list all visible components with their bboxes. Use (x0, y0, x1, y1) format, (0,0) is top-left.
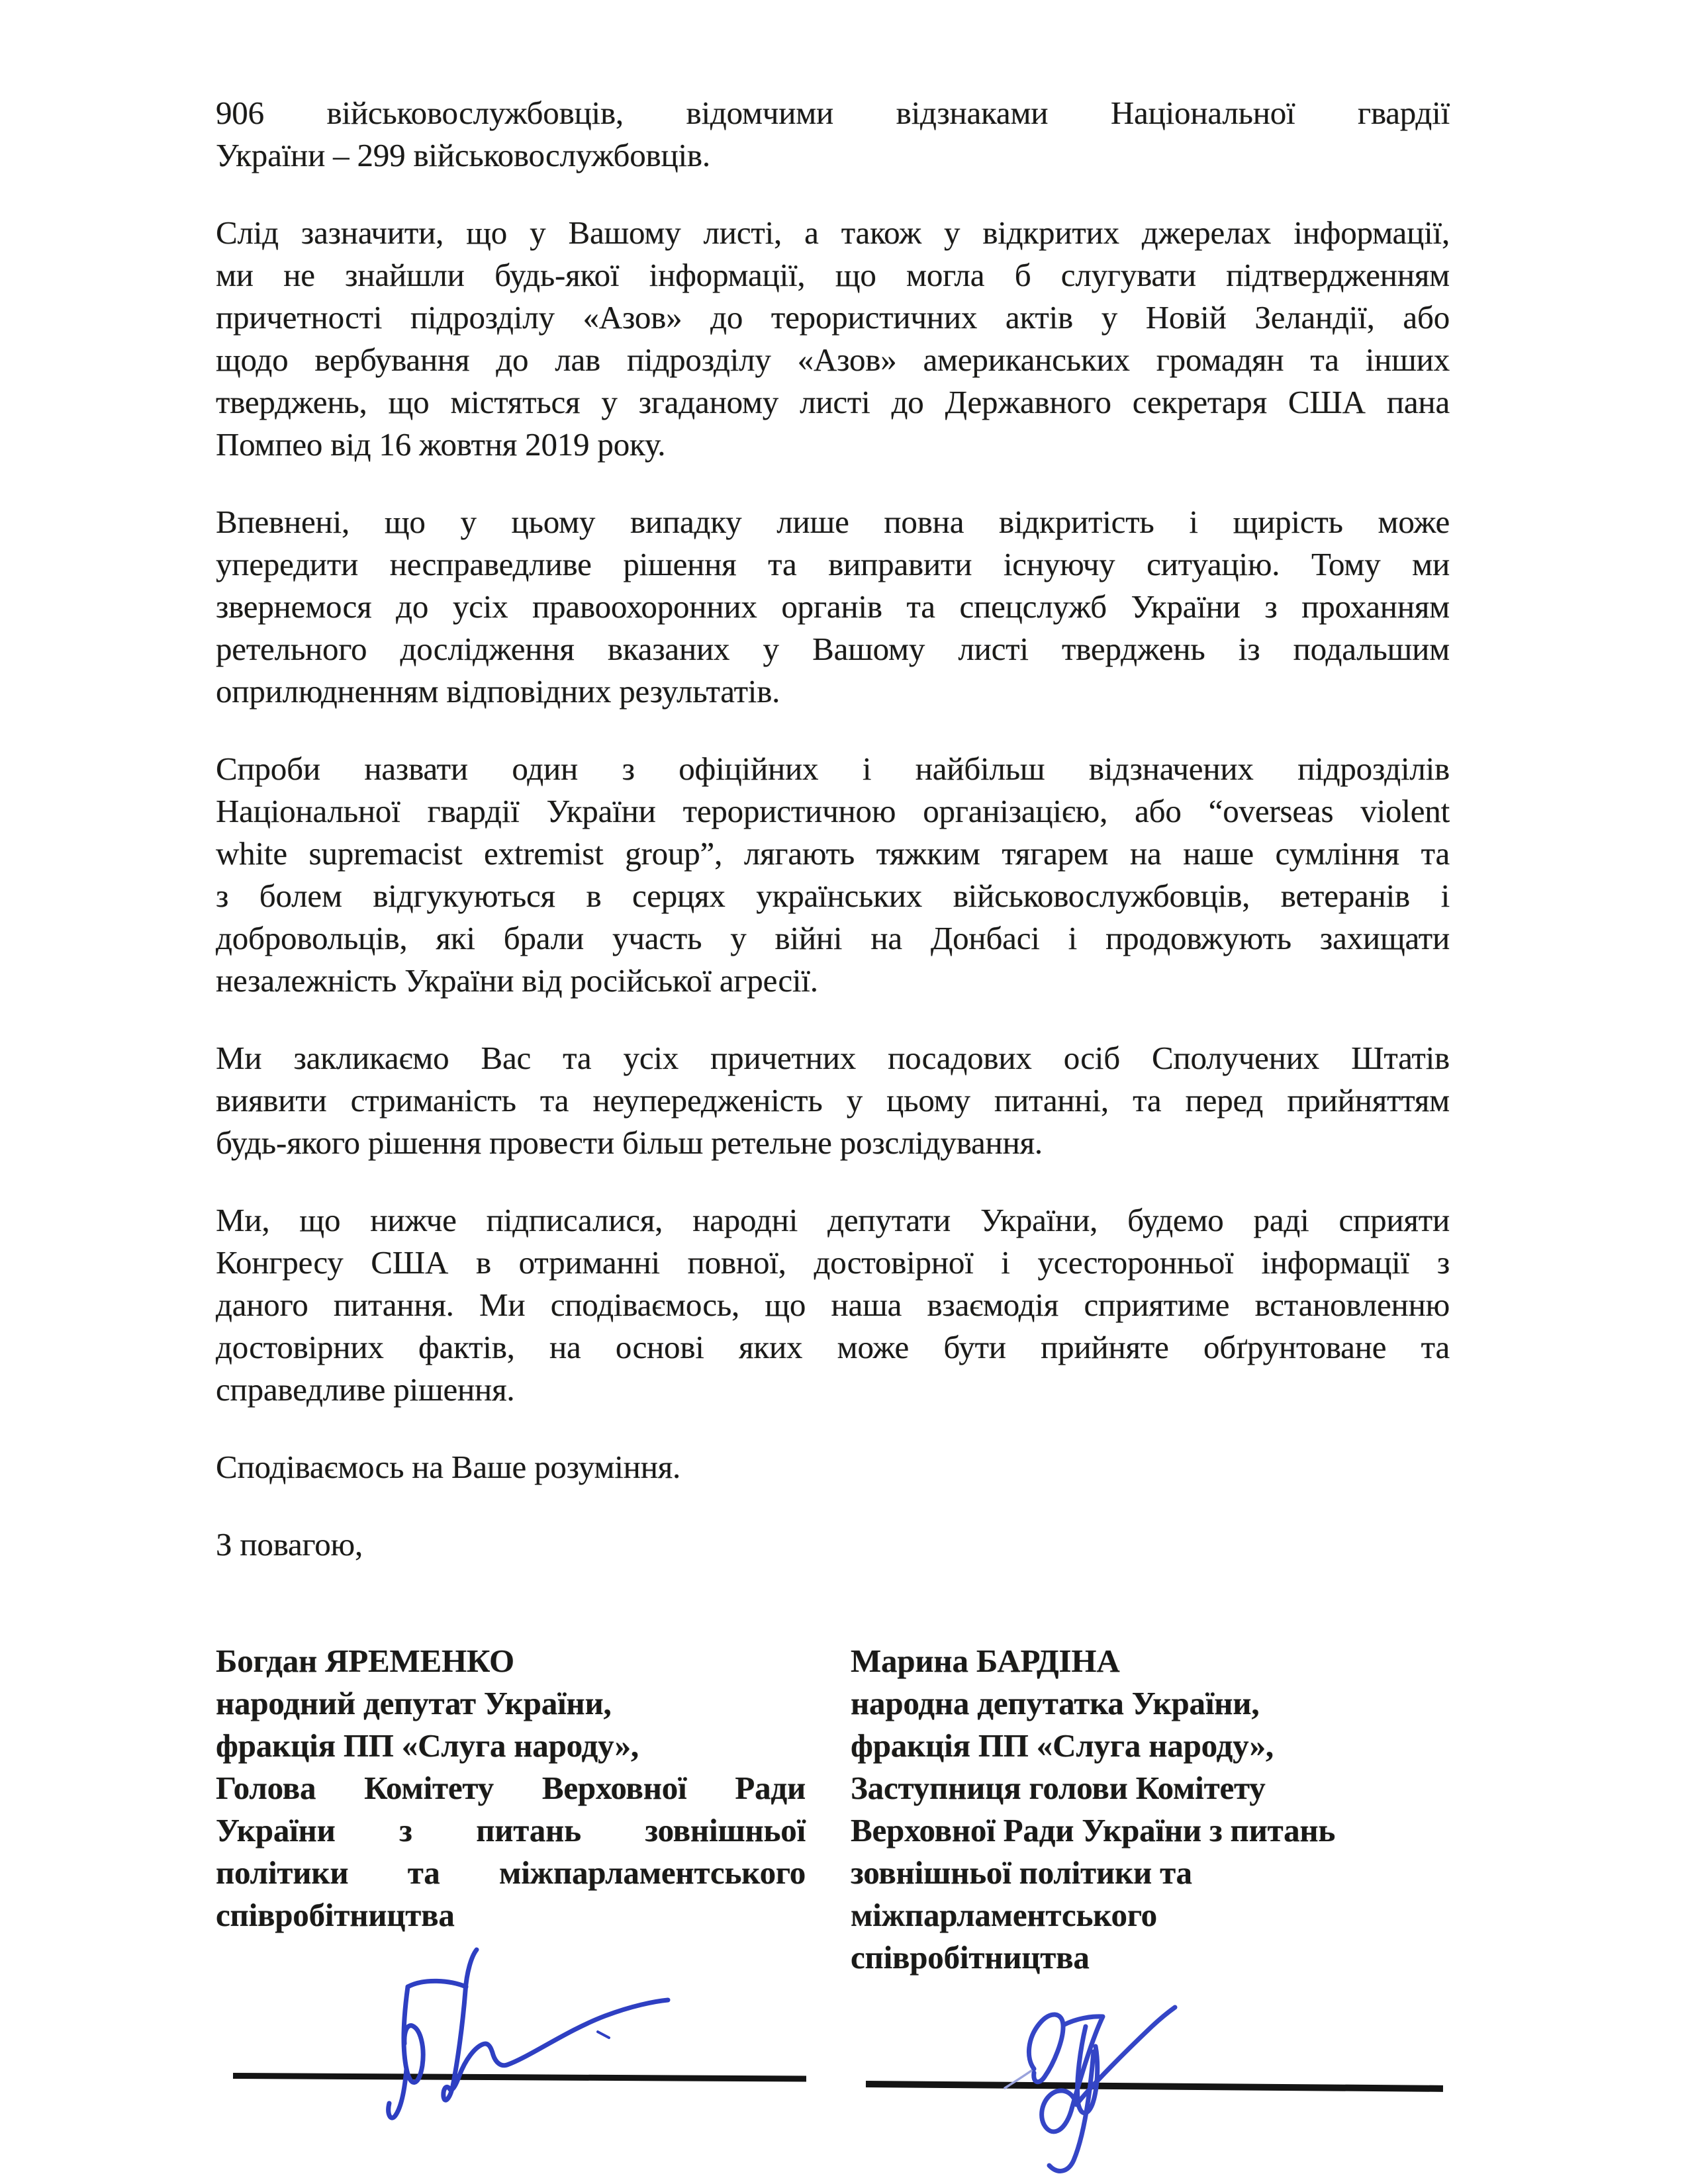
text-line: даного питання. Ми сподіваємось, що наша взаємодія сприятиме встановленню (216, 1287, 1450, 1323)
text-line: Національної гвардії України терористичною організацією, або “overseas violent (216, 793, 1450, 829)
text-line: Слід зазначити, що у Вашому листі, а також у відкритих джерелах інформації, (216, 214, 1450, 251)
text-line: політики та міжпарламентського (216, 1854, 806, 1891)
signature-stroke (1078, 2026, 1098, 2113)
text-line: 906 військовослужбовців, відомчими відзнаками Національної гвардії (216, 95, 1450, 131)
signature-line-bardina (866, 2081, 1443, 2092)
text-line: упередити несправедливе рішення та виправити існуючу ситуацію. Тому ми (216, 546, 1450, 582)
text-line: співробітництва (851, 1939, 1090, 1976)
signature-stroke (1049, 2052, 1094, 2171)
text-line: виявити стриманість та неупередженість у цьому питанні, та перед прийняттям (216, 1082, 1450, 1118)
signature-stroke (1029, 2015, 1063, 2082)
text-line: з болем відгукуються в серцях українських військовослужбовців, ветеранів і (216, 878, 1450, 914)
text-line: тверджень, що містяться у згаданому листі до Державного секретаря США пана (216, 384, 1450, 420)
text-line: народна депутатка України, (851, 1685, 1260, 1721)
signature-blocks (216, 1640, 1450, 1979)
signer-bardina-block (851, 1640, 1340, 1979)
text-line: справедливе рішення. (216, 1371, 515, 1408)
text-line: звернемося до усіх правоохоронних органів та спецслужб України з проханням (216, 588, 1450, 625)
text-line: України – 299 військовослужбовців. (216, 137, 710, 173)
paragraph-4 (216, 748, 1450, 1002)
text-line: Ми закликаємо Вас та усіх причетних посадових осіб Сполучених Штатів (216, 1040, 1450, 1076)
text-line: Заступниця голови Комітету (851, 1770, 1266, 1806)
text-line: Верховної Ради України з питань (851, 1812, 1336, 1848)
paragraph-6 (216, 1199, 1450, 1411)
paragraph-5 (216, 1037, 1450, 1164)
signature-stroke (1042, 2017, 1103, 2132)
signature-stroke (404, 1987, 423, 2082)
text-line: Сподіваємось на Ваше розуміння. (216, 1449, 681, 1485)
salutation (216, 1524, 1450, 1566)
letter-body (216, 92, 1450, 1979)
signer-yaremenko-block (216, 1640, 806, 1979)
paragraph-1 (216, 92, 1450, 177)
signature-line-yaremenko (233, 2073, 806, 2082)
text-line: ми не знайшли будь-якої інформації, що могла б слугувати підтвердженням (216, 257, 1450, 293)
signature-stroke (598, 2032, 609, 2038)
text-line: незалежність України від російської агресії. (216, 962, 818, 999)
paragraph-3 (216, 501, 1450, 713)
text-line: white supremacist extremist group”, лягають тяжким тягарем на наше сумління та (216, 835, 1450, 872)
text-line: Голова Комітету Верховної Ради (216, 1770, 806, 1806)
closing-line (216, 1446, 1450, 1488)
text-line: Спроби назвати один з офіційних і найбільш відзначених підрозділів (216, 751, 1450, 787)
text-line: достовірних фактів, на основі яких може бути прийняте обґрунтоване та (216, 1329, 1450, 1365)
text-line: фракція ПП «Слуга народу», (216, 1727, 639, 1764)
text-line: щодо вербування до лав підрозділу «Азов» американських громадян та інших (216, 341, 1450, 378)
paragraph-2 (216, 212, 1450, 466)
text-line: добровольців, які брали участь у війні на Донбасі і продовжують захищати (216, 920, 1450, 956)
text-line: ретельного дослідження вказаних у Вашому листі тверджень із подальшим (216, 631, 1450, 667)
text-line: Помпео від 16 жовтня 2019 року. (216, 426, 666, 463)
text-line: Марина БАРДІНА (851, 1643, 1120, 1679)
text-line: Богдан ЯРЕМЕНКО (216, 1643, 514, 1679)
text-line: Ми, що нижче підписалися, народні депутати України, будемо раді сприяти (216, 1202, 1450, 1238)
text-line: України з питань зовнішньої (216, 1812, 806, 1848)
text-line: зовнішньої політики та (851, 1854, 1192, 1891)
text-line: народний депутат України, (216, 1685, 612, 1721)
text-line: Конгресу США в отриманні повної, достовірної і усесторонньої інформації з (216, 1244, 1450, 1281)
text-line: будь-якого рішення провести більш ретельне розслідування. (216, 1124, 1043, 1161)
text-line: Впевнені, що у цьому випадку лише повна відкритість і щирість може (216, 504, 1450, 540)
signature-stroke (1076, 2007, 1175, 2105)
text-line: З повагою, (216, 1526, 363, 1563)
text-line: причетності підрозділу «Азов» до терористичних актів у Новій Зеландії, або (216, 299, 1450, 336)
text-line: співробітництва (216, 1897, 455, 1933)
text-line: міжпарламентського (851, 1897, 1157, 1933)
text-line: оприлюдненням відповідних результатів. (216, 673, 780, 709)
signature-stroke (408, 1981, 466, 1987)
text-line: фракція ПП «Слуга народу», (851, 1727, 1274, 1764)
